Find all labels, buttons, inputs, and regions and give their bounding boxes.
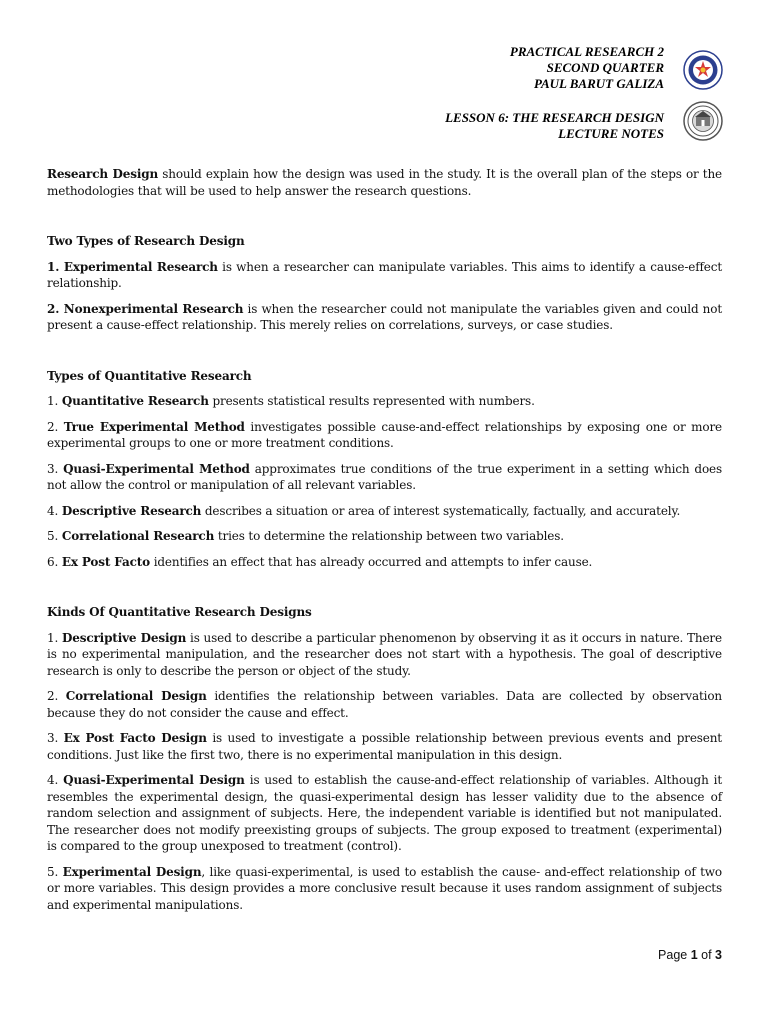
item-text: is used to investigate a possible relationship between previous events and present conditions. Just like the first two, there is no experimental manipulation in this design.: [47, 731, 722, 762]
school-seal-icon: [683, 101, 723, 141]
section-title-two-types: Two Types of Research Design: [47, 234, 245, 248]
doc-type-label: LECTURE NOTES: [558, 126, 664, 141]
item-number: 2.: [47, 301, 64, 316]
lesson-title: LESSON 6: THE RESEARCH DESIGN: [445, 110, 664, 125]
item-term: Nonexperimental Research: [63, 301, 244, 316]
of-label: of: [697, 948, 716, 962]
item-term: Ex Post Facto Design: [63, 731, 207, 745]
item-number: 1.: [47, 259, 64, 274]
item-term: Descriptive Design: [61, 630, 187, 645]
item-number: 1.: [47, 630, 62, 645]
page-total: 3: [715, 948, 722, 962]
page-number: 1: [690, 948, 698, 962]
item-term: Quasi-Experimental Method: [63, 461, 250, 476]
item-number: 4.: [47, 773, 64, 787]
item-text: is used to establish the cause-and-effect relationship of variables. Although it resembles the experimental design, the quasi-experimental design has lesser validity due to the absence of random selection and assignment of subjects. Here, the independent variable is identified but not manipulated. The researcher does not modify preexisting groups of subjects. The group exposed to treatment (experimental) is compared to the group unexposed to treatment (control).: [47, 773, 722, 853]
item-text: identifies an effect that has already occurred and attempts to infer cause.: [150, 554, 593, 569]
list-item: [47, 772, 722, 855]
item-term: Correlational Design: [65, 689, 207, 703]
item-number: 3.: [47, 731, 64, 745]
author-name: PAUL BARUT GALIZA: [533, 76, 664, 91]
list-item: [47, 528, 722, 545]
list-item: [47, 393, 722, 410]
page-label: Page: [658, 948, 691, 962]
section-title-quant-types: Types of Quantitative Research: [47, 368, 252, 383]
list-item: [47, 554, 722, 571]
document-header: [510, 44, 664, 92]
item-text: identifies the relationship between variables. Data are collected by observation because they do not consider the cause and effect.: [47, 689, 722, 720]
list-item: [47, 419, 722, 452]
list-item: [47, 461, 722, 494]
item-text: describes a situation or area of interest systematically, factually, and accurately.: [201, 503, 681, 518]
intro-text: should explain how the design was used in the study. It is the overall plan of the steps or the methodologies that will be used to help answer the research questions.: [47, 167, 722, 198]
course-title: PRACTICAL RESEARCH 2: [509, 44, 664, 59]
quarter-label: SECOND QUARTER: [546, 60, 664, 75]
item-text: is used to describe a particular phenomenon by observing it as it occurs in nature. There is no experimental manipulation, and the researcher does not start with a hypothesis. The goal of descriptive research is only to describe the person or object of the study.: [47, 630, 722, 678]
item-term: Experimental Design: [62, 864, 202, 879]
list-item: [47, 301, 722, 334]
deped-seal-icon: [683, 50, 723, 90]
item-number: 3.: [47, 461, 64, 476]
list-item: [47, 503, 722, 520]
lesson-header: [445, 110, 664, 142]
item-number: 5.: [47, 864, 63, 879]
item-text: is when the researcher could not manipulate the variables given and could not present a cause-effect relationship. This merely relies on correlations, surveys, or case studies.: [47, 301, 723, 332]
item-number: 4.: [47, 503, 62, 518]
item-number: 2.: [47, 689, 66, 703]
item-text: presents statistical results represented with numbers.: [208, 394, 535, 408]
item-term: Quantitative Research: [61, 394, 209, 408]
section-title-kinds: Kinds Of Quantitative Research Designs: [47, 605, 312, 619]
list-item: [47, 259, 722, 292]
item-text: is when a researcher can manipulate variables. This aims to identify a cause-effect relationship.: [47, 259, 722, 290]
item-text: tries to determine the relationship between two variables.: [214, 529, 564, 543]
intro-paragraph: [47, 166, 722, 199]
item-term: Descriptive Research: [61, 503, 202, 518]
item-text: approximates true conditions of the true experiment in a setting which does not allow the control or manipulation of all relevant variables.: [47, 461, 722, 492]
item-number: 1.: [47, 394, 62, 408]
item-number: 5.: [47, 529, 62, 543]
item-term: Experimental Research: [63, 259, 218, 274]
list-item: [47, 630, 722, 680]
item-term: Ex Post Facto: [61, 554, 151, 569]
lecture-body: [47, 166, 722, 913]
page-footer: [658, 948, 722, 962]
item-number: 6.: [47, 554, 62, 569]
item-term: Quasi-Experimental Design: [63, 773, 245, 787]
item-term: True Experimental Method: [63, 419, 245, 434]
list-item: [47, 864, 722, 914]
item-text: investigates possible cause-and-effect relationships by exposing one or more experimental groups to one or more treatment conditions.: [47, 419, 722, 450]
item-text: , like quasi-experimental, is used to establish the cause- and-effect relationship of two or more variables. This design provides a more conclusive result because it uses random assignment of subjects and experimental manipulations.: [47, 864, 722, 912]
item-term: Correlational Research: [61, 529, 215, 543]
list-item: [47, 688, 722, 721]
list-item: [47, 730, 722, 763]
intro-term: Research Design: [47, 167, 159, 181]
item-number: 2.: [47, 419, 64, 434]
